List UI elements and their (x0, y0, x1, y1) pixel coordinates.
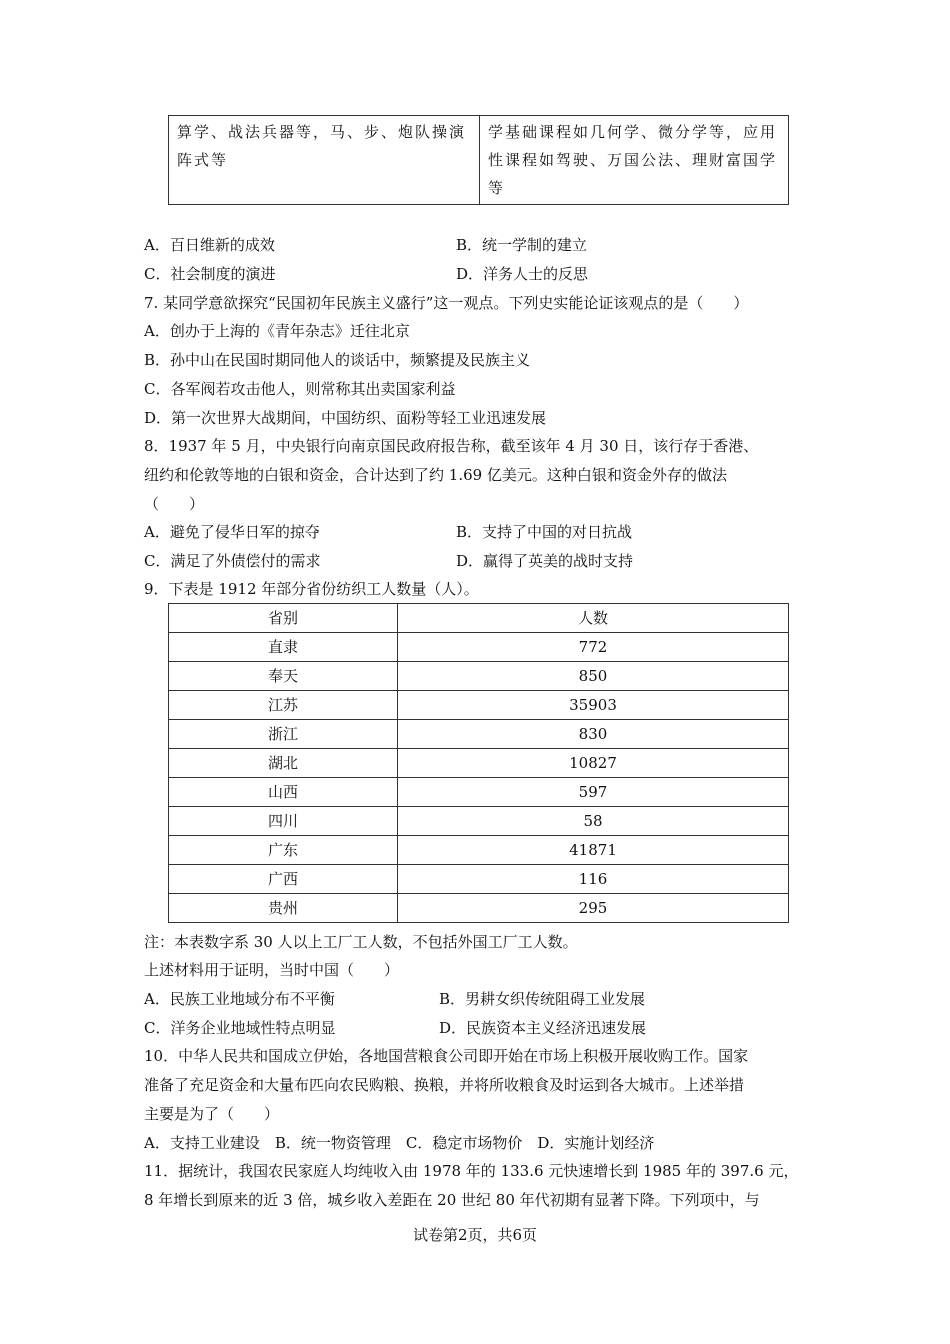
option-a: A．百日维新的成效 (144, 236, 275, 254)
table-cell: 算学、战法兵器等，马、步、炮队操演阵式等 (169, 116, 480, 205)
option-d: D．赢得了英美的战时支持 (456, 552, 634, 570)
table-row (169, 662, 789, 691)
question-9-stem: 9．下表是 1912 年部分省份纺织工人数量（人）。 (144, 580, 479, 598)
table-cell: 772 (398, 633, 789, 662)
table-row (169, 836, 789, 865)
table-cell: 奉天 (169, 662, 398, 691)
option-a: A．民族工业地域分布不平衡 (144, 990, 335, 1008)
option-c: C．社会制度的演进 (144, 265, 276, 283)
table-row (169, 633, 789, 662)
table-cell: 10827 (398, 749, 789, 778)
table-cell: 山西 (169, 778, 398, 807)
table-header-row (169, 604, 789, 633)
column-header-count: 人数 (398, 604, 789, 633)
table-row (169, 116, 789, 205)
table-cell: 295 (398, 894, 789, 923)
table-cell: 116 (398, 865, 789, 894)
table-row (169, 749, 789, 778)
option-b: B．支持了中国的对日抗战 (456, 523, 633, 541)
table-cell: 广东 (169, 836, 398, 865)
question-7-stem: 7. 某同学意欲探究“民国初年民族主义盛行”这一观点。下列史实能论证该观点的是（ ） (144, 294, 749, 312)
table-cell: 贵州 (169, 894, 398, 923)
table-cell: 850 (398, 662, 789, 691)
table-row (169, 720, 789, 749)
table-cell: 58 (398, 807, 789, 836)
question-10-stem-line: 10．中华人民共和国成立伊始，各地国营粮食公司即开始在市场上积极开展收购工作。国家 (144, 1047, 749, 1065)
option-d: D．民族资本主义经济迅速发展 (439, 1019, 647, 1037)
question-11-stem-line: 11．据统计，我国农民家庭人均纯收入由 1978 年的 133.6 元快速增长到 1985 年的 397.6 元， (144, 1162, 799, 1180)
option-c: C．各军阀若攻击他人，则常称其出卖国家利益 (144, 380, 456, 398)
table-row (169, 865, 789, 894)
table-cell: 湖北 (169, 749, 398, 778)
table-row (169, 778, 789, 807)
table-note: 注：本表数字系 30 人以上工厂工人数，不包括外国工厂工人数。 (144, 933, 578, 951)
table-cell: 597 (398, 778, 789, 807)
table-cell: 广西 (169, 865, 398, 894)
course-comparison-table (168, 115, 789, 205)
table-cell: 四川 (169, 807, 398, 836)
question-10-stem-line: 主要是为了（ ） (144, 1105, 280, 1123)
table-row (169, 807, 789, 836)
question-8-stem-line: （ ） (144, 495, 205, 513)
option-b: B．孙中山在民国时期同他人的谈话中，频繁提及民族主义 (144, 351, 531, 369)
question-8-stem-line: 8．1937 年 5 月，中央银行向南京国民政府报告称，截至该年 4 月 30 日，该行存于香港、 (144, 437, 759, 455)
table-cell: 830 (398, 720, 789, 749)
option-d: D．洋务人士的反思 (456, 265, 589, 283)
question-8-stem-line: 纽约和伦敦等地的白银和资金，合计达到了约 1.69 亿美元。这种白银和资金外存的做法 (144, 466, 727, 484)
table-cell: 学基础课程如几何学、微分学等，应用性课程如驾驶、万国公法、理财富国学等 (480, 116, 789, 205)
option-d: D．第一次世界大战期间，中国纺织、面粉等轻工业迅速发展 (144, 409, 547, 427)
table-cell: 35903 (398, 691, 789, 720)
question-10-options: A．支持工业建设 B．统一物资管理 C．稳定市场物价 D．实施计划经济 (144, 1134, 655, 1152)
option-a: A．避免了侵华日军的掠夺 (144, 523, 320, 541)
table-cell: 浙江 (169, 720, 398, 749)
question-10-stem-line: 准备了充足资金和大量布匹向农民购粮、换粮，并将所收粮食及时运到各大城市。上述举措 (144, 1076, 745, 1094)
option-c: C．满足了外债偿付的需求 (144, 552, 321, 570)
table-cell: 江苏 (169, 691, 398, 720)
table-row (169, 691, 789, 720)
table-cell: 41871 (398, 836, 789, 865)
option-a: A．创办于上海的《青年杂志》迁往北京 (144, 322, 410, 340)
textile-workers-table (168, 603, 789, 923)
table-cell: 直隶 (169, 633, 398, 662)
column-header-province: 省别 (169, 604, 398, 633)
question-11-stem-line: 8 年增长到原来的近 3 倍，城乡收入差距在 20 世纪 80 年代初期有显著下降。下列项中，与 (144, 1191, 760, 1209)
option-c: C．洋务企业地域性特点明显 (144, 1019, 336, 1037)
question-9-prompt: 上述材料用于证明，当时中国（ ） (144, 961, 400, 979)
page-footer: 试卷第2页，共6页 (412, 1226, 538, 1244)
option-b: B．统一学制的建立 (456, 236, 588, 254)
table-row (169, 894, 789, 923)
option-b: B．男耕女织传统阻碍工业发展 (439, 990, 646, 1008)
